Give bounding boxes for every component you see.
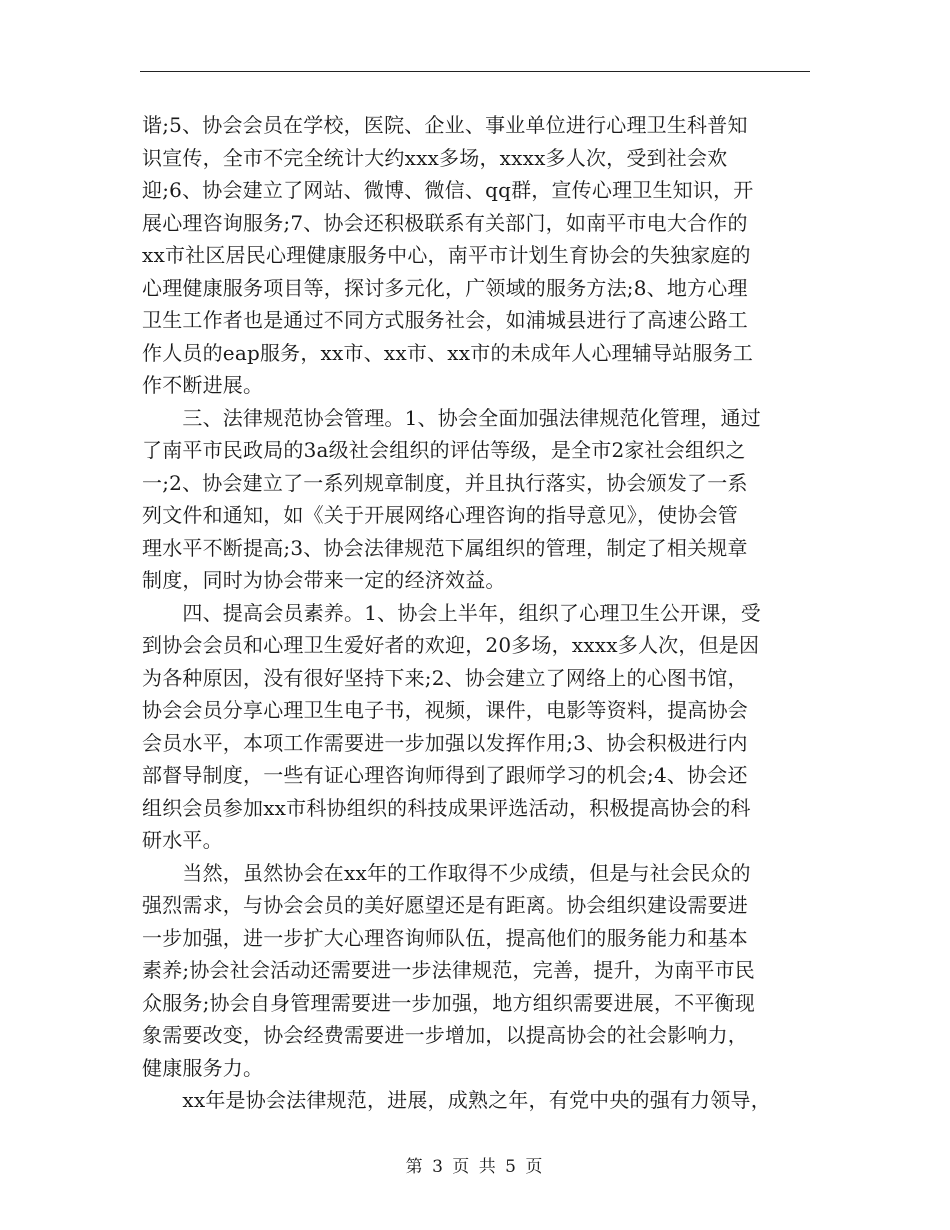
text-line: 作不断进展。 <box>142 373 264 397</box>
text-line: 识宣传，全市不完全统计大约xxx多场，xxxx多人次，受到社会欢 <box>142 145 728 170</box>
text-line: 强烈需求，与协会会员的美好愿望还是有距离。协会组织建设需要进 <box>142 893 748 917</box>
text-line: 一;2、协会建立了一系列规章制度，并且执行落实，协会颁发了一系 <box>142 470 748 495</box>
text-line: 制度，同时为协会带来一定的经济效益。 <box>142 568 506 592</box>
text-line: 心理健康服务项目等，探讨多元化，广领域的服务方法;8、地方心理 <box>142 275 748 300</box>
text-line: 会员水平，本项工作需要进一步加强以发挥作用;3、协会积极进行内 <box>142 730 748 755</box>
page-number-footer: 第 3 页 共 5 页 <box>405 1157 545 1177</box>
text-line: 迎;6、协会建立了网站、微博、微信、qq群，宣传心理卫生知识，开 <box>142 178 754 202</box>
text-line: 展心理咨询服务;7、协会还积极联系有关部门，如南平市电大合作的 <box>142 210 748 235</box>
text-line: 研水平。 <box>142 828 223 852</box>
text-line: 一步加强，进一步扩大心理咨询师队伍，提高他们的服务能力和基本 <box>142 925 748 950</box>
text-line: 众服务;协会自身管理需要进一步加强，地方组织需要进展，不平衡现 <box>142 990 755 1015</box>
text-line: xx市社区居民心理健康服务中心，南平市计划生育协会的失独家庭的 <box>142 243 751 267</box>
text-line: 象需要改变，协会经费需要进一步增加，以提高协会的社会影响力， <box>142 1023 748 1047</box>
text-line: 卫生工作者也是通过不同方式服务社会，如浦城县进行了高速公路工 <box>142 308 748 332</box>
text-line: 健康服务力。 <box>142 1055 264 1080</box>
text-line: 部督导制度，一些有证心理咨询师得到了跟师学习的机会;4、协会还 <box>142 763 748 787</box>
text-line: 四、提高会员素养。1、协会上半年，组织了心理卫生公开课，受 <box>142 600 761 625</box>
text-line: 列文件和通知，如《关于开展网络心理咨询的指导意见》，使协会管 <box>142 503 738 527</box>
text-line: 谐;5、协会会员在学校，医院、企业、事业单位进行心理卫生科普知 <box>142 113 748 137</box>
text-line: 素养;协会社会活动还需要进一步法律规范，完善，提升，为南平市民 <box>142 958 755 982</box>
text-line: 三、法律规范协会管理。1、协会全面加强法律规范化管理，通过 <box>142 405 761 430</box>
text-line: 理水平不断提高;3、协会法律规范下属组织的管理，制定了相关规章 <box>142 535 748 560</box>
text-line: 当然，虽然协会在xx年的工作取得不少成绩，但是与社会民众的 <box>142 860 751 885</box>
text-line: 为各种原因，没有很好坚持下来;2、协会建立了网络上的心图书馆， <box>142 665 748 690</box>
text-line: 到协会会员和心理卫生爱好者的欢迎，20多场，xxxx多人次，但是因 <box>142 633 760 657</box>
text-line: 作人员的eap服务，xx市、xx市、xx市的未成年人心理辅导站服务工 <box>142 340 754 365</box>
header-rule <box>140 71 810 72</box>
document-body <box>142 109 814 1117</box>
text-line: 组织会员参加xx市科协组织的科技成果评选活动，积极提高协会的科 <box>142 795 751 820</box>
text-line: 了南平市民政局的3a级社会组织的评估等级，是全市2家社会组织之 <box>142 438 746 462</box>
text-line: 协会会员分享心理卫生电子书，视频，课件，电影等资料，提高协会 <box>142 698 748 722</box>
text-line: xx年是协会法律规范，进展，成熟之年，有党中央的强有力领导， <box>142 1088 771 1112</box>
